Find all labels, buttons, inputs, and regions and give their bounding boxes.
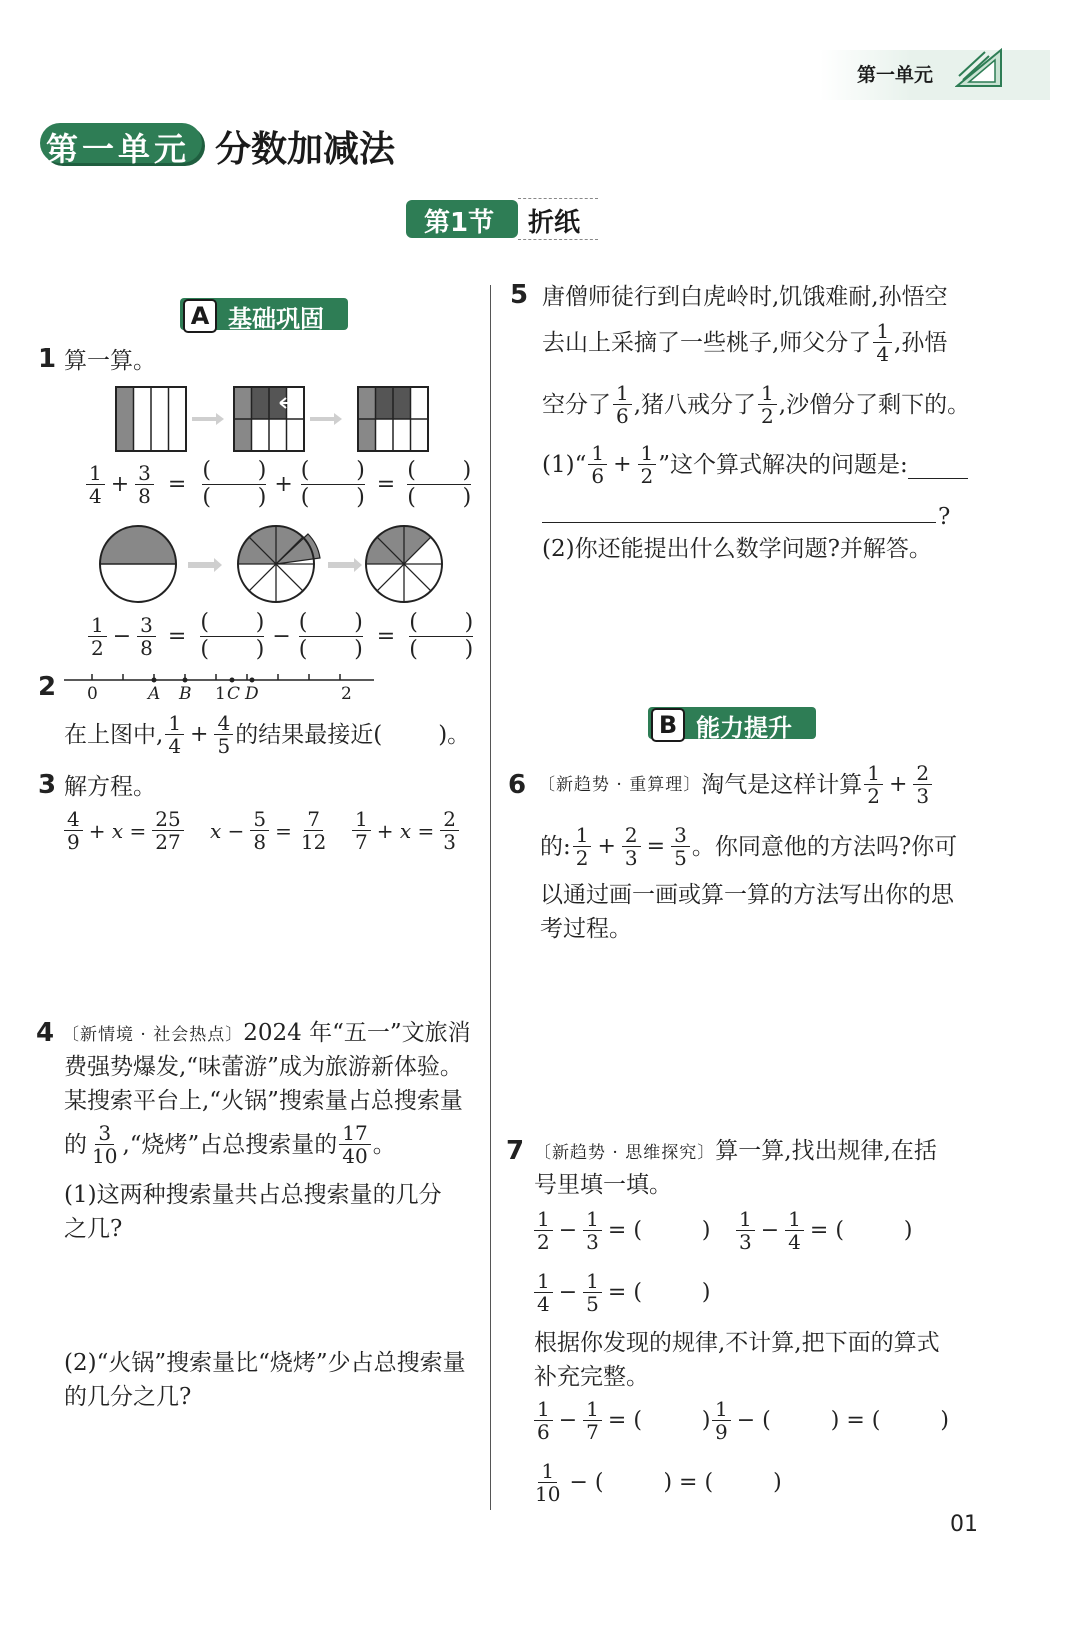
fraction: 4 9 bbox=[64, 808, 83, 853]
fraction: $\frac{1}{2}$ bbox=[638, 442, 657, 487]
fraction: 1 4 bbox=[86, 462, 105, 507]
answer-blank[interactable]: ( ) ( ) bbox=[298, 610, 363, 662]
q4-answer-area-1[interactable] bbox=[64, 1250, 474, 1340]
fraction: $\frac{7}{12}$ bbox=[300, 807, 327, 854]
q3-equation-1: 4 9 + x = $\frac{25}{27}$ bbox=[62, 808, 186, 853]
fraction: 1 2 bbox=[534, 1208, 553, 1253]
q7-row-3b: 1 9 − ( ) = ( ) bbox=[710, 1398, 953, 1443]
fraction: $\frac{1}{7}$ bbox=[583, 1398, 602, 1443]
tick-label: 0 bbox=[87, 684, 98, 704]
answer-line[interactable] bbox=[908, 450, 968, 479]
fraction: 1 2 bbox=[88, 614, 107, 659]
fraction: 1 2 bbox=[864, 762, 883, 807]
fraction: $\frac{3}{8}$ bbox=[137, 614, 156, 659]
q7-line-2: 号里填一填。 bbox=[534, 1172, 672, 1198]
q4-sub-2-b: 的几分之几? bbox=[64, 1384, 192, 1410]
q6-tag: 〔新趋势 · 重算理〕 bbox=[538, 774, 702, 795]
q4-line-1: 〔新情境 · 社会热点〕2024 年“五一”文旅消 bbox=[62, 1020, 471, 1046]
q4-sub-1-b: 之几? bbox=[64, 1216, 123, 1242]
part-a-letter-box: A bbox=[183, 299, 217, 333]
q5-line-3: 空分了 1 6 ,猪八戒分了 1 2 ,沙僧分了剩下的。 bbox=[542, 381, 971, 428]
q4-answer-area-2[interactable] bbox=[64, 1420, 474, 1520]
page-number: 01 bbox=[950, 1512, 978, 1537]
q6-number: 6 bbox=[508, 770, 527, 800]
q2-number: 2 bbox=[38, 672, 57, 702]
q3-prompt: 解方程。 bbox=[64, 774, 156, 800]
q6-line-2: 的: 1 2 + $\frac{2}{3}$ = $\frac{3}{5}$ 。你同意他的方法吗?你可 bbox=[540, 823, 958, 870]
q4-line-2: 费强势爆发,“味蕾游”成为旅游新体验。 bbox=[64, 1054, 463, 1080]
section-badge-label: 第1节 bbox=[424, 208, 495, 238]
fraction: $\frac{2}{3}$ bbox=[913, 762, 932, 807]
q5-sub-1: (1)“ 1 6 + $\frac{1}{2}$ ”这个算式解决的问题是: bbox=[542, 442, 968, 487]
q5-question-mark: ? bbox=[938, 504, 951, 530]
fraction: 1 7 bbox=[352, 808, 371, 853]
answer-blank[interactable]: ( ) ( ) bbox=[202, 458, 267, 510]
tick-label: B bbox=[179, 684, 192, 704]
q4-line-4: 的 3 10 ,“烧烤”占总搜索量的 17 40 。 bbox=[64, 1121, 396, 1168]
fraction: 1 6 bbox=[588, 442, 607, 487]
fraction: $\frac{1}{3}$ bbox=[583, 1208, 602, 1253]
q1-circle-diagram bbox=[96, 520, 446, 610]
q6-line-3: 以通过画一画或算一算的方法写出你的思 bbox=[540, 882, 954, 908]
tick-label: C bbox=[227, 684, 241, 704]
part-b-letter-box: B bbox=[651, 708, 685, 742]
tick-label: 2 bbox=[341, 684, 352, 704]
q5-sub-2: (2)你还能提出什么数学问题?并解答。 bbox=[542, 536, 932, 562]
q5-line-2: 去山上采摘了一些桃子,师父分了 1 4 ,孙悟 bbox=[542, 319, 948, 366]
page-title: 分数加减法 bbox=[215, 129, 396, 170]
q7-row-2: 1 4 − $\frac{1}{5}$ = ( ) bbox=[532, 1270, 715, 1315]
fraction: 3 10 bbox=[92, 1121, 118, 1168]
q5-answer-line-2[interactable] bbox=[542, 522, 936, 523]
part-b-label: 能力提升 bbox=[696, 714, 792, 742]
tick-label: 1 bbox=[215, 684, 226, 704]
fraction: 1 6 bbox=[534, 1398, 553, 1443]
q6-answer-area[interactable] bbox=[540, 955, 950, 1125]
fraction: 1 6 bbox=[613, 382, 632, 427]
q1-prompt: 算一算。 bbox=[64, 348, 156, 374]
answer-blank[interactable]: ( ) ( ) bbox=[200, 610, 265, 662]
section-name: 折纸 bbox=[528, 208, 581, 238]
fraction: $\frac{3}{5}$ bbox=[671, 824, 690, 869]
fraction: 1 2 bbox=[573, 824, 592, 869]
header-unit-label: 第一单元 bbox=[857, 64, 934, 86]
q1-number: 1 bbox=[38, 344, 57, 374]
q1-rect-diagram bbox=[112, 383, 442, 457]
q3-equation-2: x − $\frac{5}{8}$ = $\frac{7}{12}$ bbox=[206, 808, 331, 853]
answer-blank[interactable]: ( ) ( ) bbox=[300, 458, 365, 510]
q5-number: 5 bbox=[510, 280, 529, 310]
fraction: $\frac{2}{3}$ bbox=[622, 824, 641, 869]
q4-sub-2-a: (2)“火锅”搜索量比“烧烤”少占总搜索量 bbox=[64, 1350, 466, 1376]
fraction: $\frac{3}{8}$ bbox=[135, 462, 154, 507]
q7-rule-a: 根据你发现的规律,不计算,把下面的算式 bbox=[534, 1330, 940, 1356]
fraction: $\frac{4}{5}$ bbox=[214, 712, 233, 757]
fraction: $\frac{2}{3}$ bbox=[440, 808, 459, 853]
q1-equation-1: 1 4 + $\frac{3}{8}$ = ( ) ( ) + ( ) ( ) = ( ) ( ) bbox=[84, 458, 475, 511]
q7-rule-b: 补充完整。 bbox=[534, 1364, 649, 1390]
q7-row-1b: 1 3 − $\frac{1}{4}$ = ( ) bbox=[734, 1208, 917, 1253]
unit-badge-label: 第一单元 bbox=[46, 130, 191, 168]
answer-blank[interactable]: ( ) ( ) bbox=[407, 458, 472, 510]
q7-line-1: 〔新趋势 · 思维探究〕算一算,找出规律,在括 bbox=[534, 1138, 937, 1164]
q7-tag: 〔新趋势 · 思维探究〕 bbox=[534, 1143, 716, 1163]
fraction: $\frac{25}{27}$ bbox=[152, 808, 183, 853]
fraction: 17 40 bbox=[339, 1122, 370, 1167]
fraction: 1 3 bbox=[736, 1208, 755, 1253]
q5-line-1: 唐僧师徒行到白虎岭时,饥饿难耐,孙悟空 bbox=[542, 284, 948, 310]
q7-row-1a: 1 2 − $\frac{1}{3}$ = ( ) bbox=[532, 1208, 715, 1253]
answer-blank[interactable]: ( ) ( ) bbox=[409, 610, 474, 662]
q4-number: 4 bbox=[36, 1018, 55, 1048]
fraction: $\frac{1}{5}$ bbox=[583, 1270, 602, 1315]
fraction: 1 4 bbox=[534, 1270, 553, 1315]
q7-row-3a: 1 6 − $\frac{1}{7}$ = ( ) bbox=[532, 1398, 715, 1443]
q2-tick-labels bbox=[60, 684, 380, 708]
ruler-triangle-icon bbox=[955, 46, 1005, 90]
q1-equation-2: 1 2 − $\frac{3}{8}$ = ( ) ( ) − ( ) ( ) = ( ) ( ) bbox=[86, 610, 477, 663]
fraction: 1 2 bbox=[758, 382, 777, 427]
header-unit-tag bbox=[820, 50, 1050, 100]
q6-line-4: 考过程。 bbox=[540, 916, 632, 942]
q4-line-3: 某搜索平台上,“火锅”搜索量占总搜索量 bbox=[64, 1088, 463, 1114]
q7-number: 7 bbox=[506, 1136, 525, 1166]
fraction: 1 4 bbox=[165, 712, 184, 757]
q4-tag: 〔新情境 · 社会热点〕 bbox=[62, 1025, 244, 1045]
fraction: $\frac{1}{4}$ bbox=[785, 1208, 804, 1253]
fraction: 1 9 bbox=[712, 1398, 731, 1443]
fraction: $\frac{5}{8}$ bbox=[250, 808, 269, 853]
q2-question: 在上图中, 1 4 + $\frac{4}{5}$ 的结果最接近( )。 bbox=[64, 711, 471, 758]
q5-answer-area[interactable] bbox=[542, 575, 952, 685]
q7-row-4: 1 10 − ( ) = ( ) bbox=[530, 1460, 786, 1505]
fraction: 1 10 bbox=[535, 1459, 561, 1506]
tick-label: D bbox=[245, 684, 259, 704]
q6-line-1: 〔新趋势 · 重算理〕 淘气是这样计算 1 2 + $\frac{2}{3}$ bbox=[538, 762, 934, 807]
q4-sub-1-a: (1)这两种搜索量共占总搜索量的几分 bbox=[64, 1182, 442, 1208]
column-divider bbox=[490, 285, 491, 1510]
part-a-label: 基础巩固 bbox=[228, 305, 324, 333]
tick-label: A bbox=[148, 684, 161, 704]
q3-number: 3 bbox=[38, 770, 57, 800]
fraction: 1 4 bbox=[873, 320, 892, 365]
q3-equation-3: 1 7 + x = $\frac{2}{3}$ bbox=[350, 808, 461, 853]
